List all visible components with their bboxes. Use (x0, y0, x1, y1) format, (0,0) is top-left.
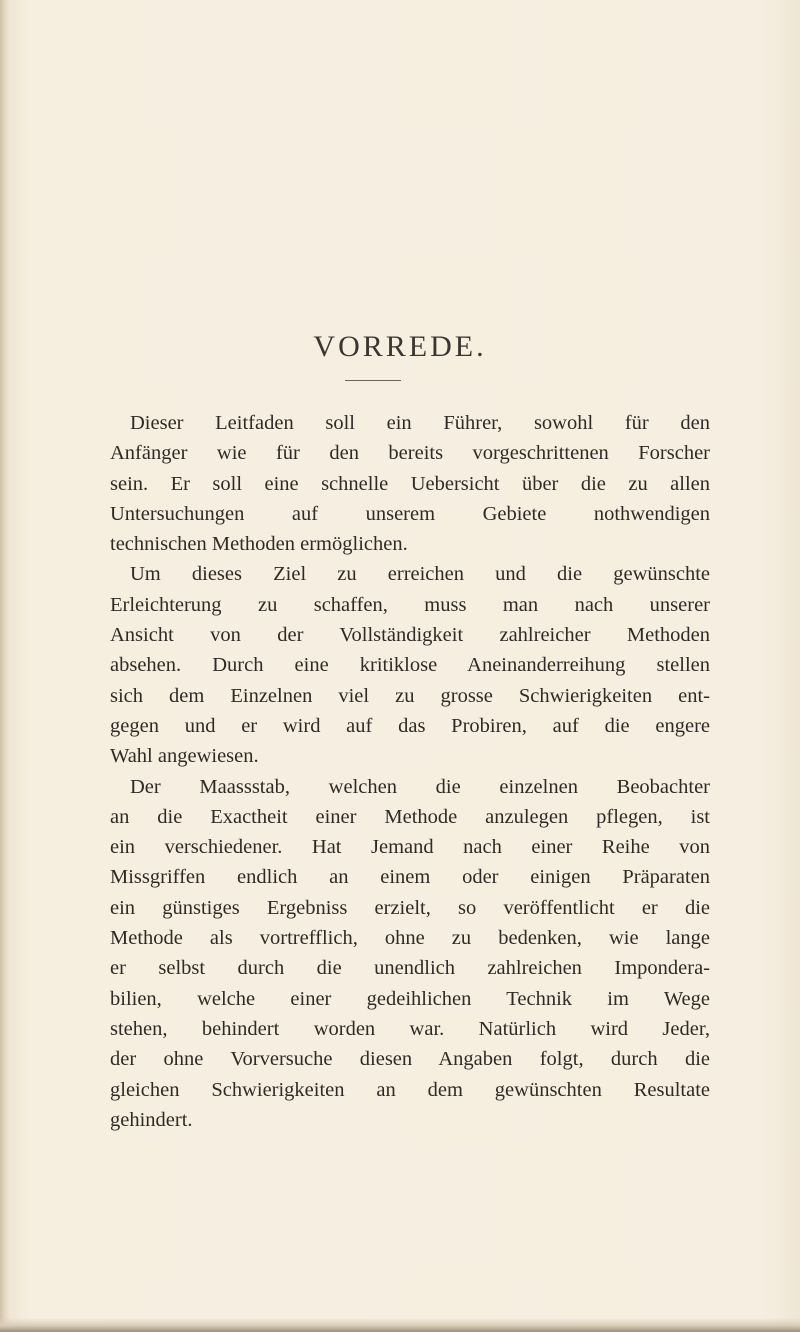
text-line: Ansicht von der Vollständigkeit zahlreicher Methoden (110, 624, 710, 647)
text-line: Anfänger wie für den bereits vorgeschrittenen Forscher (110, 442, 710, 465)
text-line: Erleichterung zu schaffen, muss man nach unserer (110, 593, 710, 616)
text-line: er selbst durch die unendlich zahlreichen Impondera- (110, 957, 710, 980)
heading-divider (345, 380, 401, 381)
text-line: Untersuchungen auf unserem Gebiete nothwendigen (110, 502, 710, 525)
text-line: an die Exactheit einer Methode anzulegen pflegen, ist (110, 805, 710, 828)
text-line: der ohne Vorversuche diesen Angaben folgt, durch die (110, 1048, 710, 1071)
page-bottom-edge (0, 1318, 800, 1332)
text-line: bilien, welche einer gedeihlichen Technik im Wege (110, 987, 710, 1010)
text-line: ein günstiges Ergebniss erzielt, so veröffentlicht er die (110, 896, 710, 919)
text-line: stehen, behindert worden war. Natürlich wird Jeder, (110, 1017, 710, 1040)
text-line: absehen. Durch eine kritiklose Aneinanderreihung stellen (110, 654, 710, 677)
text-line: Wahl angewiesen. (110, 745, 259, 768)
body-text (110, 408, 710, 1135)
text-line: Missgriffen endlich an einem oder einigen Präparaten (110, 866, 710, 889)
text-line: sein. Er soll eine schnelle Uebersicht über die zu allen (110, 472, 710, 495)
text-line: gegen und er wird auf das Probiren, auf die engere (110, 714, 710, 737)
text-line: Methode als vortrefflich, ohne zu bedenken, wie lange (110, 927, 710, 950)
text-line: gleichen Schwierigkeiten an dem gewünschten Resultate (110, 1078, 710, 1101)
text-line: ein verschiedener. Hat Jemand nach einer Reihe von (110, 836, 710, 859)
text-line: sich dem Einzelnen viel zu grosse Schwierigkeiten ent- (110, 684, 710, 707)
text-line: gehindert. (110, 1108, 193, 1131)
text-line: Um dieses Ziel zu erreichen und die gewünschte (130, 563, 710, 586)
text-line: Dieser Leitfaden soll ein Führer, sowohl für den (130, 412, 710, 434)
text-line: technischen Methoden ermöglichen. (110, 533, 408, 556)
page-heading: VORREDE. (313, 330, 487, 363)
text-line: Der Maassstab, welchen die einzelnen Beobachter (130, 775, 710, 798)
binding-shadow (0, 0, 10, 1332)
